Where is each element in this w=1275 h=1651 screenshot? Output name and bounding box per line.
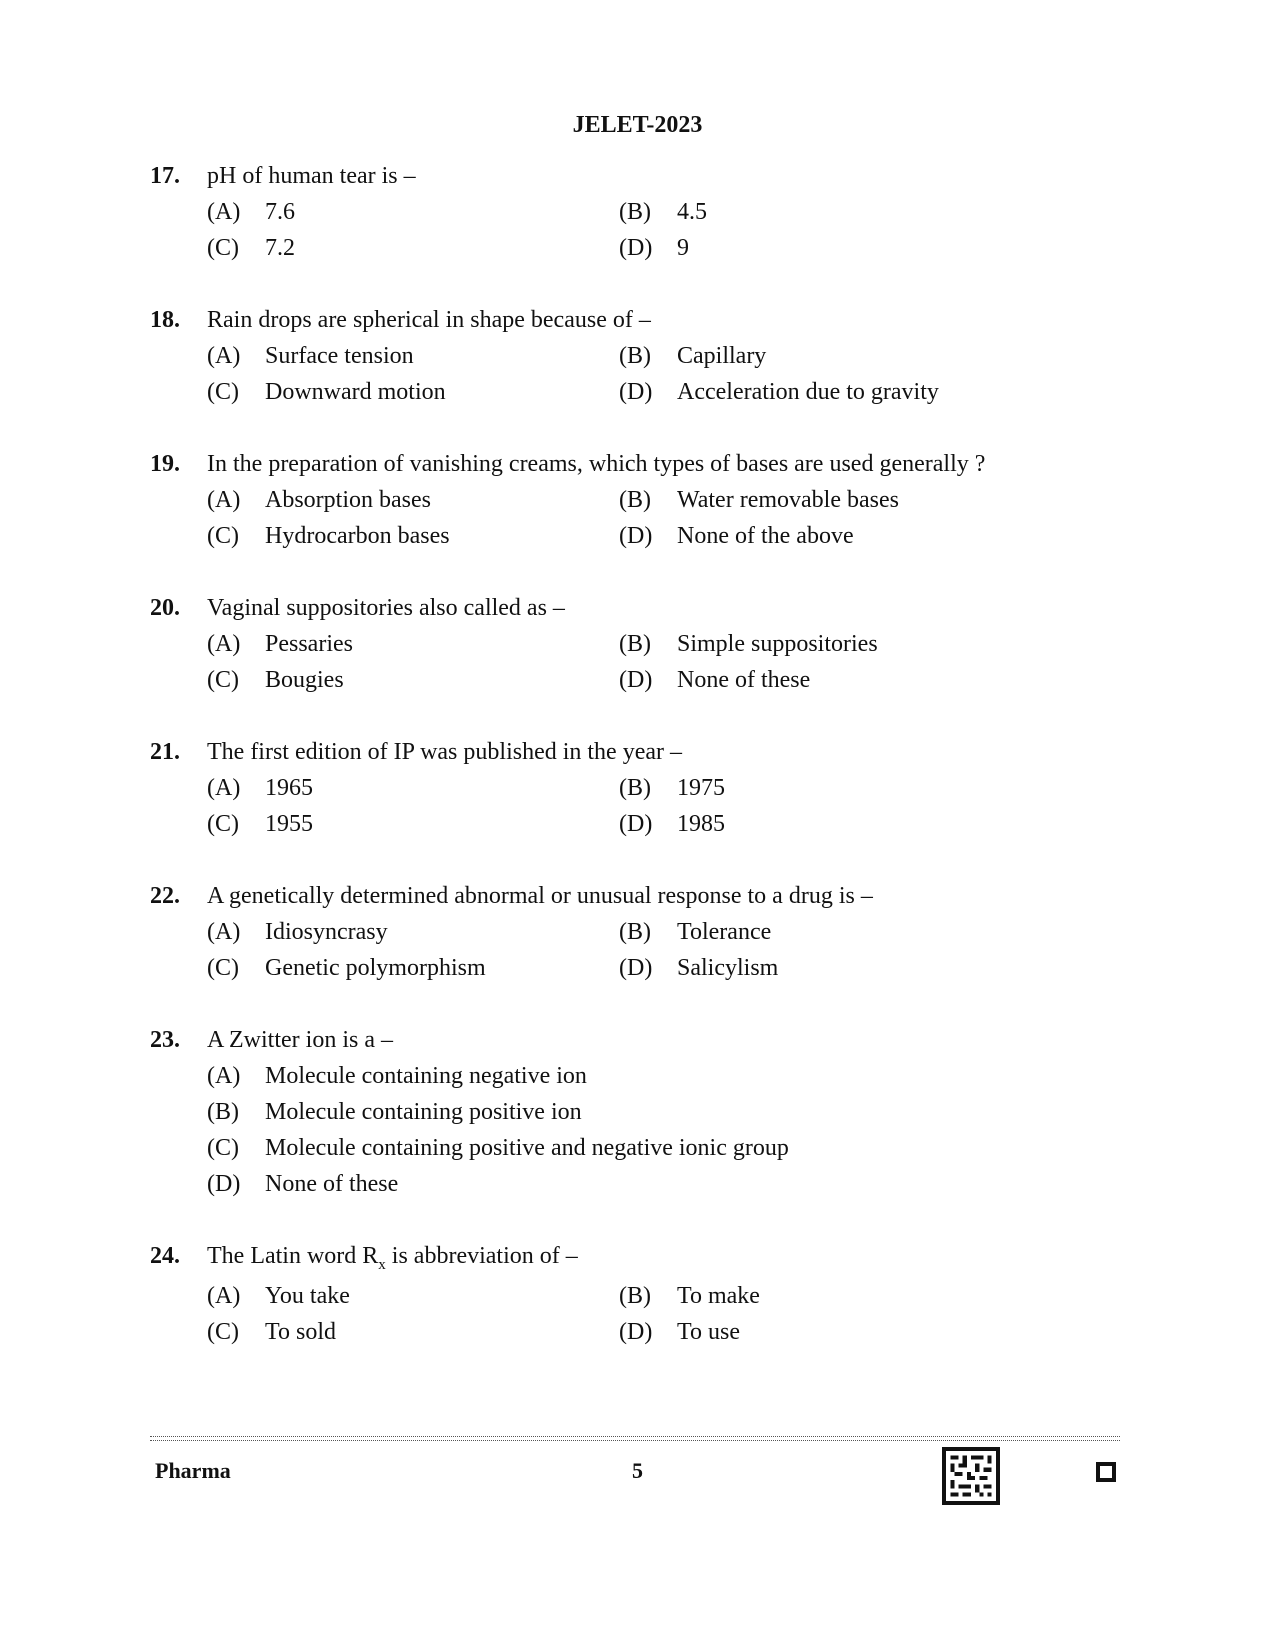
option-text: None of these	[265, 1171, 399, 1197]
option-text: Pessaries	[265, 631, 353, 657]
option-d	[619, 806, 1019, 842]
option-text: None of these	[677, 667, 811, 693]
option-a	[207, 770, 619, 806]
option-c	[207, 518, 619, 554]
option-label: (B)	[619, 487, 651, 513]
option-list	[207, 194, 1150, 266]
option-label: (D)	[619, 667, 653, 693]
option-b	[207, 1094, 1019, 1130]
option-label: (A)	[207, 487, 241, 513]
option-a	[207, 482, 619, 518]
question-text: In the preparation of vanishing creams, which types of bases are used generally ?	[207, 451, 986, 477]
option-c	[207, 374, 619, 410]
question-text	[207, 1238, 1150, 1274]
question-number: 22.	[150, 883, 180, 909]
question-23	[150, 1022, 1150, 1202]
option-b	[619, 482, 1019, 518]
option-d	[619, 1314, 1019, 1350]
option-label: (D)	[619, 955, 653, 981]
option-c	[207, 1130, 1019, 1166]
option-c	[207, 230, 619, 266]
question-24	[150, 1238, 1150, 1350]
option-label: (B)	[207, 1099, 239, 1125]
option-text: Idiosyncrasy	[265, 919, 388, 945]
option-text: Simple suppositories	[677, 631, 878, 657]
option-a	[207, 194, 619, 230]
option-label: (C)	[207, 1319, 239, 1345]
option-c	[207, 806, 619, 842]
question-number: 18.	[150, 307, 180, 333]
option-label: (D)	[619, 235, 653, 261]
question-text: pH of human tear is –	[207, 163, 416, 189]
option-b	[619, 1278, 1019, 1314]
option-a	[207, 914, 619, 950]
question-text-start: The Latin word R	[207, 1243, 379, 1269]
option-label: (A)	[207, 1063, 241, 1089]
option-text: Molecule containing positive ion	[265, 1099, 582, 1125]
option-b	[619, 338, 1019, 374]
option-text: To sold	[265, 1319, 336, 1345]
option-text: To make	[677, 1283, 760, 1309]
page-number: 5	[632, 1458, 643, 1483]
option-d	[207, 1166, 1019, 1202]
option-label: (D)	[619, 523, 653, 549]
question-20	[150, 590, 1150, 698]
option-text: 1975	[677, 775, 725, 801]
option-list	[207, 914, 1150, 986]
question-number: 24.	[150, 1243, 180, 1269]
option-a	[207, 626, 619, 662]
option-label: (A)	[207, 343, 241, 369]
question-21	[150, 734, 1150, 842]
question-number: 21.	[150, 739, 180, 765]
option-label: (C)	[207, 955, 239, 981]
option-c	[207, 662, 619, 698]
question-number: 17.	[150, 163, 180, 189]
question-18	[150, 302, 1150, 410]
option-b	[619, 914, 1019, 950]
option-list	[207, 1278, 1150, 1350]
option-c	[207, 950, 619, 986]
option-label: (A)	[207, 775, 241, 801]
option-text: Capillary	[677, 343, 767, 369]
option-list	[207, 338, 1150, 410]
option-list	[207, 482, 1150, 554]
option-text: 1965	[265, 775, 313, 801]
option-text: 4.5	[677, 199, 707, 225]
question-text: A genetically determined abnormal or unusual response to a drug is –	[207, 883, 873, 909]
option-text: 7.6	[265, 199, 295, 225]
option-label: (A)	[207, 199, 241, 225]
option-label: (B)	[619, 1283, 651, 1309]
option-a	[207, 1058, 1019, 1094]
option-label: (C)	[207, 667, 239, 693]
question-number: 20.	[150, 595, 180, 621]
option-list	[207, 1058, 1150, 1202]
option-text: Water removable bases	[677, 487, 899, 513]
question-text-end: is abbreviation of –	[385, 1243, 578, 1269]
option-label: (D)	[619, 811, 653, 837]
option-d	[619, 230, 1019, 266]
question-22	[150, 878, 1150, 986]
option-label: (C)	[207, 811, 239, 837]
option-text: Downward motion	[265, 379, 446, 405]
option-text: 9	[677, 235, 689, 261]
option-d	[619, 374, 1019, 410]
option-a	[207, 338, 619, 374]
rx-subscript: x	[378, 1257, 386, 1273]
option-label: (C)	[207, 1135, 239, 1161]
question-text: A Zwitter ion is a –	[207, 1027, 393, 1053]
option-a	[207, 1278, 619, 1314]
option-text: 1955	[265, 811, 313, 837]
option-text: None of the above	[677, 523, 854, 549]
option-text: 1985	[677, 811, 725, 837]
option-b	[619, 626, 1019, 662]
option-d	[619, 662, 1019, 698]
option-text: Hydrocarbon bases	[265, 523, 450, 549]
option-text: To use	[677, 1319, 740, 1345]
option-label: (B)	[619, 199, 651, 225]
option-label: (A)	[207, 919, 241, 945]
option-text: You take	[265, 1283, 350, 1309]
option-label: (D)	[619, 379, 653, 405]
option-d	[619, 518, 1019, 554]
option-d	[619, 950, 1019, 986]
question-number: 23.	[150, 1027, 180, 1053]
option-list	[207, 626, 1150, 698]
corner-marker-icon	[1096, 1462, 1116, 1482]
option-label: (B)	[619, 775, 651, 801]
option-text: Acceleration due to gravity	[677, 379, 939, 405]
option-label: (B)	[619, 631, 651, 657]
option-label: (A)	[207, 1283, 241, 1309]
option-label: (C)	[207, 235, 239, 261]
page-title: JELET-2023	[572, 112, 703, 138]
option-text: Absorption bases	[265, 487, 431, 513]
option-text: Bougies	[265, 667, 344, 693]
option-label: (D)	[619, 1319, 653, 1345]
option-text: Genetic polymorphism	[265, 955, 486, 981]
option-label: (C)	[207, 379, 239, 405]
option-b	[619, 194, 1019, 230]
option-text: Surface tension	[265, 343, 414, 369]
footer-divider	[150, 1436, 1120, 1441]
option-label: (B)	[619, 919, 651, 945]
question-list	[150, 158, 1150, 1386]
question-19	[150, 446, 1150, 554]
option-list	[207, 770, 1150, 842]
option-text: Molecule containing positive and negative ionic group	[265, 1135, 789, 1161]
option-label: (C)	[207, 523, 239, 549]
option-text: 7.2	[265, 235, 295, 261]
option-label: (A)	[207, 631, 241, 657]
question-17	[150, 158, 1150, 266]
question-text: The first edition of IP was published in the year –	[207, 739, 683, 765]
question-text: Rain drops are spherical in shape because of –	[207, 307, 651, 333]
footer-subject: Pharma	[155, 1458, 231, 1483]
option-text: Molecule containing negative ion	[265, 1063, 587, 1089]
question-text: Vaginal suppositories also called as –	[207, 595, 565, 621]
option-label: (B)	[619, 343, 651, 369]
question-number: 19.	[150, 451, 180, 477]
qr-code-icon	[942, 1447, 1000, 1505]
option-label: (D)	[207, 1171, 241, 1197]
option-text: Salicylism	[677, 955, 779, 981]
option-b	[619, 770, 1019, 806]
option-c	[207, 1314, 619, 1350]
option-text: Tolerance	[677, 919, 772, 945]
